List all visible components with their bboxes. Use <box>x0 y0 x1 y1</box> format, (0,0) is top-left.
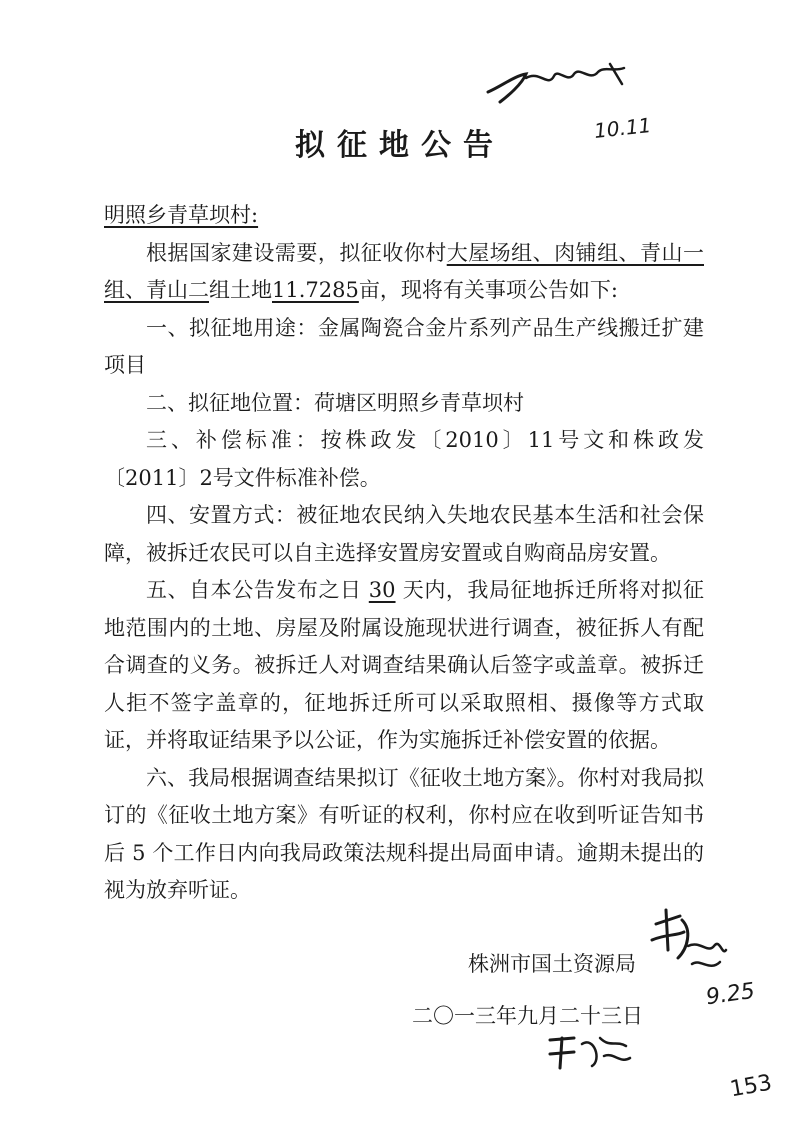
handwritten-date-side: 9.25 <box>704 978 757 1011</box>
paragraph-compensation-standard: 三、补偿标准：按株政发〔2010〕11号文和株政发〔2011〕2号文件标准补偿。 <box>104 428 704 490</box>
paragraph-intro: 根据国家建设需要，拟征收你村大屋场组、肉铺组、青山一组、青山二组土地11.7285亩，现将有关事项公告如下: <box>104 240 704 302</box>
handwritten-date-top: 10.11 <box>592 113 653 143</box>
issue-date: 二〇一三年九月二十三日 <box>412 1004 643 1028</box>
paragraph-survey: 五、自本公告发布之日 30 天内，我局征地拆迁所将对拟征地范围内的土地、房屋及附属设施现状进行调查，被征拆人有配合调查的义务。被拆迁人对调查结果确认后签字或盖章。被拆迁人拒不签字盖章的，征地拆迁所可以采取照相、摄像等方式取证，并将取证结果予以公证，作为实施拆迁补偿安置的依据。 <box>104 578 704 752</box>
paragraph-resettlement: 四、安置方式：被征地农民纳入失地农民基本生活和社会保障，被拆迁农民可以自主选择安置房安置或自购商品房安置。 <box>104 503 704 565</box>
paragraph-land-use: 一、拟征地用途：金属陶瓷合金片系列产品生产线搬迁扩建项目 <box>104 315 704 377</box>
issuer-name: 株洲市国土资源局 <box>468 952 636 976</box>
handwritten-page-number: 153 <box>728 1070 774 1103</box>
document-body <box>104 197 704 910</box>
handwritten-signature-side <box>648 906 728 980</box>
salutation: 明照乡青草坝村: <box>104 203 259 227</box>
paragraph-land-location: 二、拟征地位置：荷塘区明照乡青草坝村 <box>146 390 524 415</box>
handwritten-signature-top <box>482 62 632 104</box>
page-title: 拟征地公告 <box>295 128 505 163</box>
handwritten-initials <box>544 1030 634 1074</box>
paragraph-hearing: 六、我局根据调查结果拟订《征收土地方案》。你村对我局拟订的《征收土地方案》有听证的权利，你村应在收到听证告知书后 5 个工作日内向我局政策法规科提出局面申请。逾期未提出的视为放弃听证。 <box>104 765 704 902</box>
